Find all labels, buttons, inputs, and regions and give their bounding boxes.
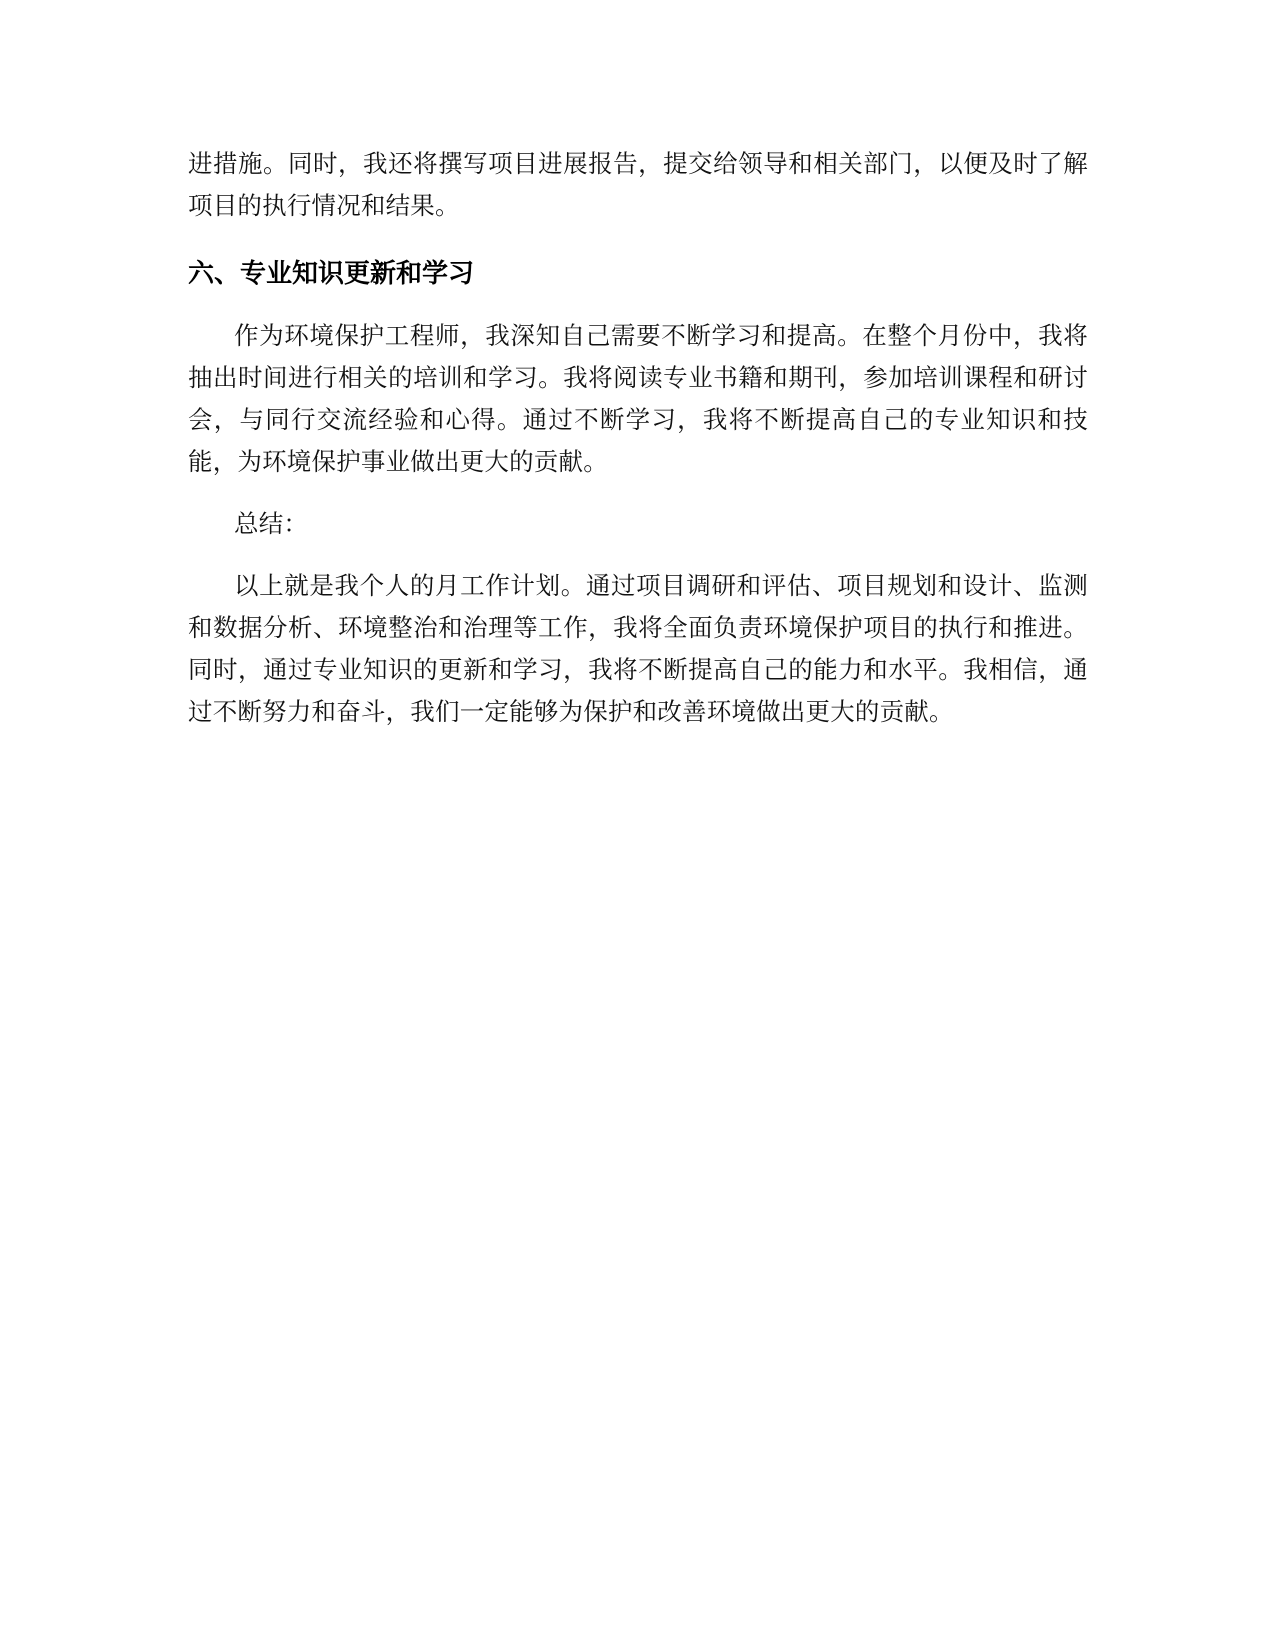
continuation-paragraph: 进措施。同时，我还将撰写项目进展报告，提交给领导和相关部门，以便及时了解项目的执行情况和结果。: [188, 149, 1088, 220]
document-body: [188, 143, 1088, 733]
section-6-paragraph: 作为环境保护工程师，我深知自己需要不断学习和提高。在整个月份中，我将抽出时间进行相关的培训和学习。我将阅读专业书籍和期刊，参加培训课程和研讨会，与同行交流经验和心得。通过不断学习，我将不断提高自己的专业知识和技能，为环境保护事业做出更大的贡献。: [188, 321, 1088, 476]
section-6-heading: 六、专业知识更新和学习: [188, 259, 475, 289]
summary-label: 总结：: [234, 509, 309, 538]
summary-paragraph: 以上就是我个人的月工作计划。通过项目调研和评估、项目规划和设计、监测和数据分析、环境整治和治理等工作，我将全面负责环境保护项目的执行和推进。同时，通过专业知识的更新和学习，我将不断提高自己的能力和水平。我相信，通过不断努力和奋斗，我们一定能够为保护和改善环境做出更大的贡献。: [188, 571, 1088, 726]
